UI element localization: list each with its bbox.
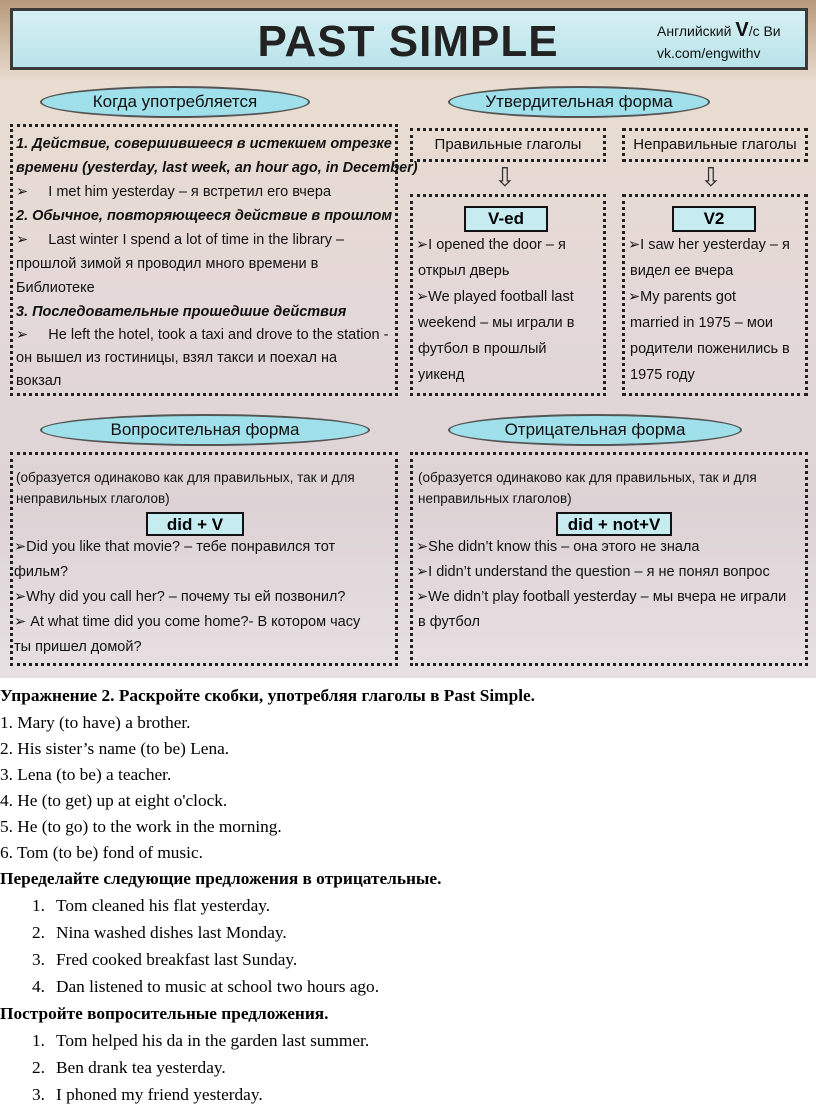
item-text: Dan listened to music at school two hours ago. bbox=[56, 977, 380, 996]
affirmative-heading-label: Утвердительная форма bbox=[485, 92, 673, 111]
usage-example-2 bbox=[16, 228, 344, 253]
item-text: Nina washed dishes last Monday. bbox=[56, 923, 287, 942]
item-number: 2. bbox=[32, 923, 45, 942]
question-heading-label: Вопросительная форма bbox=[110, 420, 300, 439]
irregular-example-line: родители поженились в bbox=[630, 341, 790, 357]
irregular-example-text: My parents got bbox=[640, 289, 737, 305]
usage-example-2-line3: Библиотеке bbox=[16, 280, 95, 296]
negative-example-text: We didn’t play football yesterday – мы вчера не играли bbox=[428, 589, 787, 605]
question-task-item bbox=[32, 1085, 263, 1105]
question-note-line2: неправильных глаголов) bbox=[16, 491, 170, 506]
negative-task-item bbox=[32, 896, 270, 916]
negative-example-3 bbox=[416, 585, 786, 610]
item-number: 3. bbox=[32, 1085, 45, 1104]
negative-example-3-line2: в футбол bbox=[418, 614, 480, 630]
item-text: Tom cleaned his flat yesterday. bbox=[56, 896, 271, 915]
bullet-arrow-icon: ➢ bbox=[14, 589, 27, 605]
question-example-3 bbox=[14, 610, 360, 635]
item-number: 1. bbox=[32, 896, 45, 915]
usage-point-3: 3. Последовательные прошедшие действия bbox=[16, 304, 347, 320]
item-number: 2. bbox=[32, 1058, 45, 1077]
bullet-arrow-icon: ➢ bbox=[416, 589, 429, 605]
negative-formula: did + not+V bbox=[556, 512, 672, 536]
question-task-item bbox=[32, 1031, 369, 1051]
regular-example-text: We played football last bbox=[428, 289, 574, 305]
exercise-item: 5. He (to go) to the work in the morning. bbox=[0, 817, 282, 836]
exercise-item: 6. Tom (to be) fond of music. bbox=[0, 843, 203, 862]
question-example-text: Did you like that movie? – тебе понравился тот bbox=[26, 539, 336, 555]
usage-example-3-line2: он вышел из гостиницы, взял такси и поехал на bbox=[16, 350, 338, 366]
brand-suffix: /с Ви bbox=[748, 23, 781, 39]
negative-heading bbox=[448, 414, 742, 446]
usage-example-2-text: Last winter I spend a lot of time in the library – bbox=[48, 232, 345, 248]
bullet-arrow-icon: ➢ bbox=[14, 614, 31, 630]
negative-task-item bbox=[32, 950, 297, 970]
usage-point-1: 1. Действие, совершившееся в истекшем отрезке bbox=[16, 136, 392, 152]
bullet-arrow-icon: ➢ bbox=[628, 289, 641, 305]
negative-task-title: Переделайте следующие предложения в отрицательные. bbox=[0, 869, 442, 888]
regular-example-line: футбол в прошлый bbox=[418, 341, 547, 357]
bullet-arrow-icon: ➢ bbox=[14, 539, 27, 555]
affirmative-heading bbox=[448, 86, 710, 118]
irregular-verbs-label: Неправильные глаголы bbox=[633, 136, 797, 153]
irregular-example-line: видел ее вчера bbox=[630, 263, 734, 279]
brand-name: Английский bbox=[657, 23, 732, 39]
negative-note-line2: неправильных глаголов) bbox=[418, 491, 572, 506]
question-task-item bbox=[32, 1058, 226, 1078]
irregular-example-line bbox=[628, 285, 736, 310]
bullet-arrow-icon: ➢ bbox=[628, 237, 641, 253]
bullet-arrow-icon: ➢ bbox=[16, 232, 49, 248]
question-example-1-line2: фильм? bbox=[14, 564, 69, 580]
question-note: (образуется одинаково как для правильных, так и для bbox=[16, 470, 355, 485]
usage-example-2-line2: прошлой зимой я проводил много времени в bbox=[16, 256, 319, 272]
item-number: 4. bbox=[32, 977, 45, 996]
title-banner bbox=[10, 8, 808, 70]
bullet-arrow-icon: ➢ bbox=[416, 289, 429, 305]
item-number: 3. bbox=[32, 950, 45, 969]
negative-example-text: I didn’t understand the question – я не понял вопрос bbox=[428, 564, 770, 580]
bullet-arrow-icon: ➢ bbox=[416, 237, 429, 253]
regular-example-line bbox=[416, 285, 574, 310]
irregular-formula: V2 bbox=[672, 206, 756, 232]
exercise-item: 1. Mary (to have) a brother. bbox=[0, 713, 191, 732]
down-arrow-icon: ⇩ bbox=[700, 162, 722, 192]
exercise-title: Упражнение 2. Раскройте скобки, употребляя глаголы в Past Simple. bbox=[0, 686, 535, 705]
question-task-title: Постройте вопросительные предложения. bbox=[0, 1004, 329, 1023]
usage-point-1-detail: времени (yesterday, last week, an hour ago, in December) bbox=[16, 160, 418, 176]
usage-example-3 bbox=[16, 323, 388, 348]
negative-heading-label: Отрицательная форма bbox=[504, 420, 686, 439]
regular-example-line: weekend – мы играли в bbox=[418, 315, 575, 331]
negative-example-2 bbox=[416, 560, 770, 585]
item-text: I phoned my friend yesterday. bbox=[56, 1085, 263, 1104]
item-text: Ben drank tea yesterday. bbox=[56, 1058, 226, 1077]
regular-example-line: уикенд bbox=[418, 367, 465, 383]
item-text: Fred cooked breakfast last Sunday. bbox=[56, 950, 298, 969]
question-heading bbox=[40, 414, 370, 446]
irregular-example-line: 1975 году bbox=[630, 367, 695, 383]
usage-example-3-line3: вокзал bbox=[16, 373, 62, 389]
regular-example-text: I opened the door – я bbox=[428, 237, 566, 253]
brand-logo-icon: V bbox=[735, 19, 749, 41]
bullet-arrow-icon: ➢ bbox=[416, 564, 429, 580]
item-text: Tom helped his da in the garden last summer. bbox=[56, 1031, 370, 1050]
irregular-example-line: married in 1975 – мои bbox=[630, 315, 774, 331]
usage-example-1-text: I met him yesterday – я встретил его вчера bbox=[48, 184, 332, 200]
exercise-item: 3. Lena (to be) a teacher. bbox=[0, 765, 172, 784]
item-number: 1. bbox=[32, 1031, 45, 1050]
question-example-text: Why did you call her? – почему ты ей позвонил? bbox=[26, 589, 346, 605]
question-formula: did + V bbox=[146, 512, 244, 536]
question-example-text: At what time did you come home?- В котором часу bbox=[30, 614, 361, 630]
usage-heading-label: Когда употребляется bbox=[92, 92, 258, 111]
negative-task-item bbox=[32, 977, 379, 997]
question-example-1 bbox=[14, 535, 335, 560]
regular-example-line: открыл дверь bbox=[418, 263, 510, 279]
negative-example-1 bbox=[416, 535, 699, 560]
brand-block bbox=[657, 19, 797, 64]
usage-example-1 bbox=[16, 180, 331, 205]
usage-heading bbox=[40, 86, 310, 118]
bullet-arrow-icon: ➢ bbox=[416, 539, 429, 555]
bullet-arrow-icon: ➢ bbox=[16, 184, 49, 200]
exercise-item: 4. He (to get) up at eight o'clock. bbox=[0, 791, 228, 810]
irregular-example-line bbox=[628, 233, 790, 258]
usage-example-3-text: He left the hotel, took a taxi and drove to the station - bbox=[48, 327, 389, 343]
question-example-3-line2: ты пришел домой? bbox=[14, 639, 142, 655]
usage-point-2: 2. Обычное, повторяющееся действие в прошлом bbox=[16, 208, 393, 224]
negative-task-item bbox=[32, 923, 287, 943]
bullet-arrow-icon: ➢ bbox=[16, 327, 49, 343]
regular-formula: V-ed bbox=[464, 206, 548, 232]
irregular-example-text: I saw her yesterday – я bbox=[640, 237, 790, 253]
question-example-2 bbox=[14, 585, 345, 610]
regular-example-line bbox=[416, 233, 566, 258]
regular-verbs-label: Правильные глаголы bbox=[434, 136, 582, 153]
brand-url: vk.com/engwithv bbox=[657, 45, 761, 61]
negative-note: (образуется одинаково как для правильных, так и для bbox=[418, 470, 757, 485]
down-arrow-icon: ⇩ bbox=[494, 162, 516, 192]
poster-title: PAST SIMPLE bbox=[257, 17, 559, 66]
negative-example-text: She didn’t know this – она этого не знала bbox=[428, 539, 700, 555]
exercise-item: 2. His sister’s name (to be) Lena. bbox=[0, 739, 230, 758]
